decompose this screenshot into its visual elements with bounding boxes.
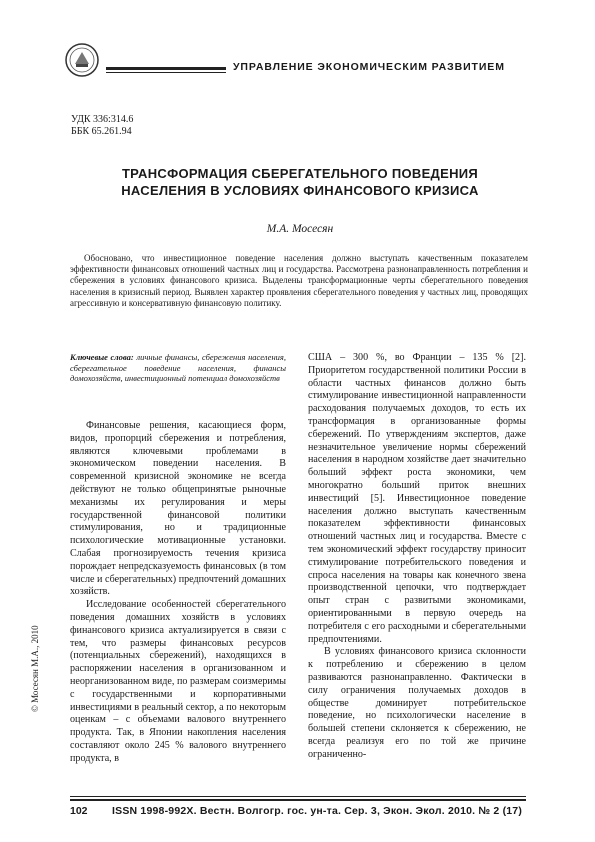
body-paragraph: Исследование особенностей сберегательного поведения домашних хозяйств в условиях финансового кризиса актуализируется в связи с тем, что размеры финансовых ресурсов (потенциальных сбережений), находящихся в распоряжении населения в организованном и неорганизованном виде, по размерам соизмеримы с государственными и корпоративными инвестициями в реальный сектор, а по некоторым оценкам – с объемами валового внутреннего продукта. Так, в Японии накопления населения составляют около 245 % валового внутреннего продукта, в	[70, 599, 286, 764]
page-number: 102	[70, 805, 88, 817]
body-paragraph: Финансовые решения, касающиеся форм, видов, пропорций сбережения и потребления, являются ключевыми проблемами в экономическом поведении населения. В современной кризисной экономике не всегда действуют не только общепринятые рыночные механизмы их регулирования и меры государственной финансовой политики стимулирования, но и традиционные психологические мотивационные установки. Слабая прогнозируемость течения кризиса порождает непредсказуемость финансовых (в том числе и сберегательных) предпочтений домашних хозяйств.	[70, 420, 286, 598]
body-paragraph: США – 300 %, во Франции – 135 % [2]. Приоритетом государственной политики России в области частных финансов должно быть стимулирование инвестиционной направленности расходования получаемых доходов, то есть их трансформация в организованные формы сбережений. По утверждениям экспертов, даже незначительное увеличение нормы сбережений населения в народном хозяйстве дает значительно больший эффект роста экономики, чем многократно больший приток внешних инвестиций [5]. Инвестиционное поведение населения должно выступать качественным показателем эффективности финансовых отношений частных лиц и государства. Вместе с тем экономический эффект государству приносит стимулирование потребительского поведения и спроса населения на товары как конечного звена производственной цепочки, что подтверждает опыт стран с развитыми экономиками, ориентированными в первую очередь на потребителя с его расходными и сберегательными предпочтениями.	[308, 352, 526, 645]
university-crest-icon	[64, 42, 100, 78]
body-column-left	[70, 420, 286, 766]
article-title	[80, 165, 520, 199]
classification-codes	[71, 114, 133, 138]
copyright-notice: © Мосесян М.А., 2010	[30, 625, 40, 712]
keywords-text: личные финансы, сбережения населения, сберегательное поведение населения, финансы домохозяйств, инвестиционный потенциал домохозяйств	[70, 352, 286, 383]
keywords	[70, 352, 286, 384]
journal-citation: ISSN 1998-992Х. Вестн. Волгогр. гос. ун-та. Сер. 3, Экон. Экол. 2010. № 2 (17)	[112, 805, 523, 817]
body-column-right	[308, 352, 526, 762]
article-title-line2: НАСЕЛЕНИЯ В УСЛОВИЯХ ФИНАНСОВОГО КРИЗИСА	[121, 183, 479, 198]
keywords-label: Ключевые слова:	[70, 352, 134, 362]
body-paragraph: В условиях финансового кризиса склонности к потреблению и сбережению в целом развиваются разнонаправленно. Фактически в силу ограничения получаемых доходов в обществе доминирует потребительское поведение, но психологически население в большей степени склоняется к сбережению, не всегда реализуя его по той же причине ограниченно-	[308, 646, 526, 760]
footer-rule	[70, 796, 526, 797]
header-rule-thin	[106, 72, 226, 73]
bbk-code: ББК 65.261.94	[71, 126, 132, 137]
article-title-line1: ТРАНСФОРМАЦИЯ СБЕРЕГАТЕЛЬНОГО ПОВЕДЕНИЯ	[121, 166, 479, 181]
article-author: М.А. Мосесян	[266, 223, 334, 235]
header-rule	[106, 67, 226, 70]
article-abstract: Обосновано, что инвестиционное поведение населения должно выступать качественным показателем эффективности финансовых отношений частных лиц и государства. Рассмотрена разнонаправленность потребления и сбережения в условиях финансового кризиса. Выделены трансформационные черты сберегательного поведения населения в кризисный период. Выявлен характер проявления сберегательного поведения у частных лиц, проводящих агрессивную и консервативную финансовую политику.	[70, 253, 528, 308]
footer-rule-thick	[70, 799, 526, 801]
udk-code: УДК 336:314.6	[71, 114, 134, 125]
section-title: УПРАВЛЕНИЕ ЭКОНОМИЧЕСКИМ РАЗВИТИЕМ	[233, 61, 505, 73]
